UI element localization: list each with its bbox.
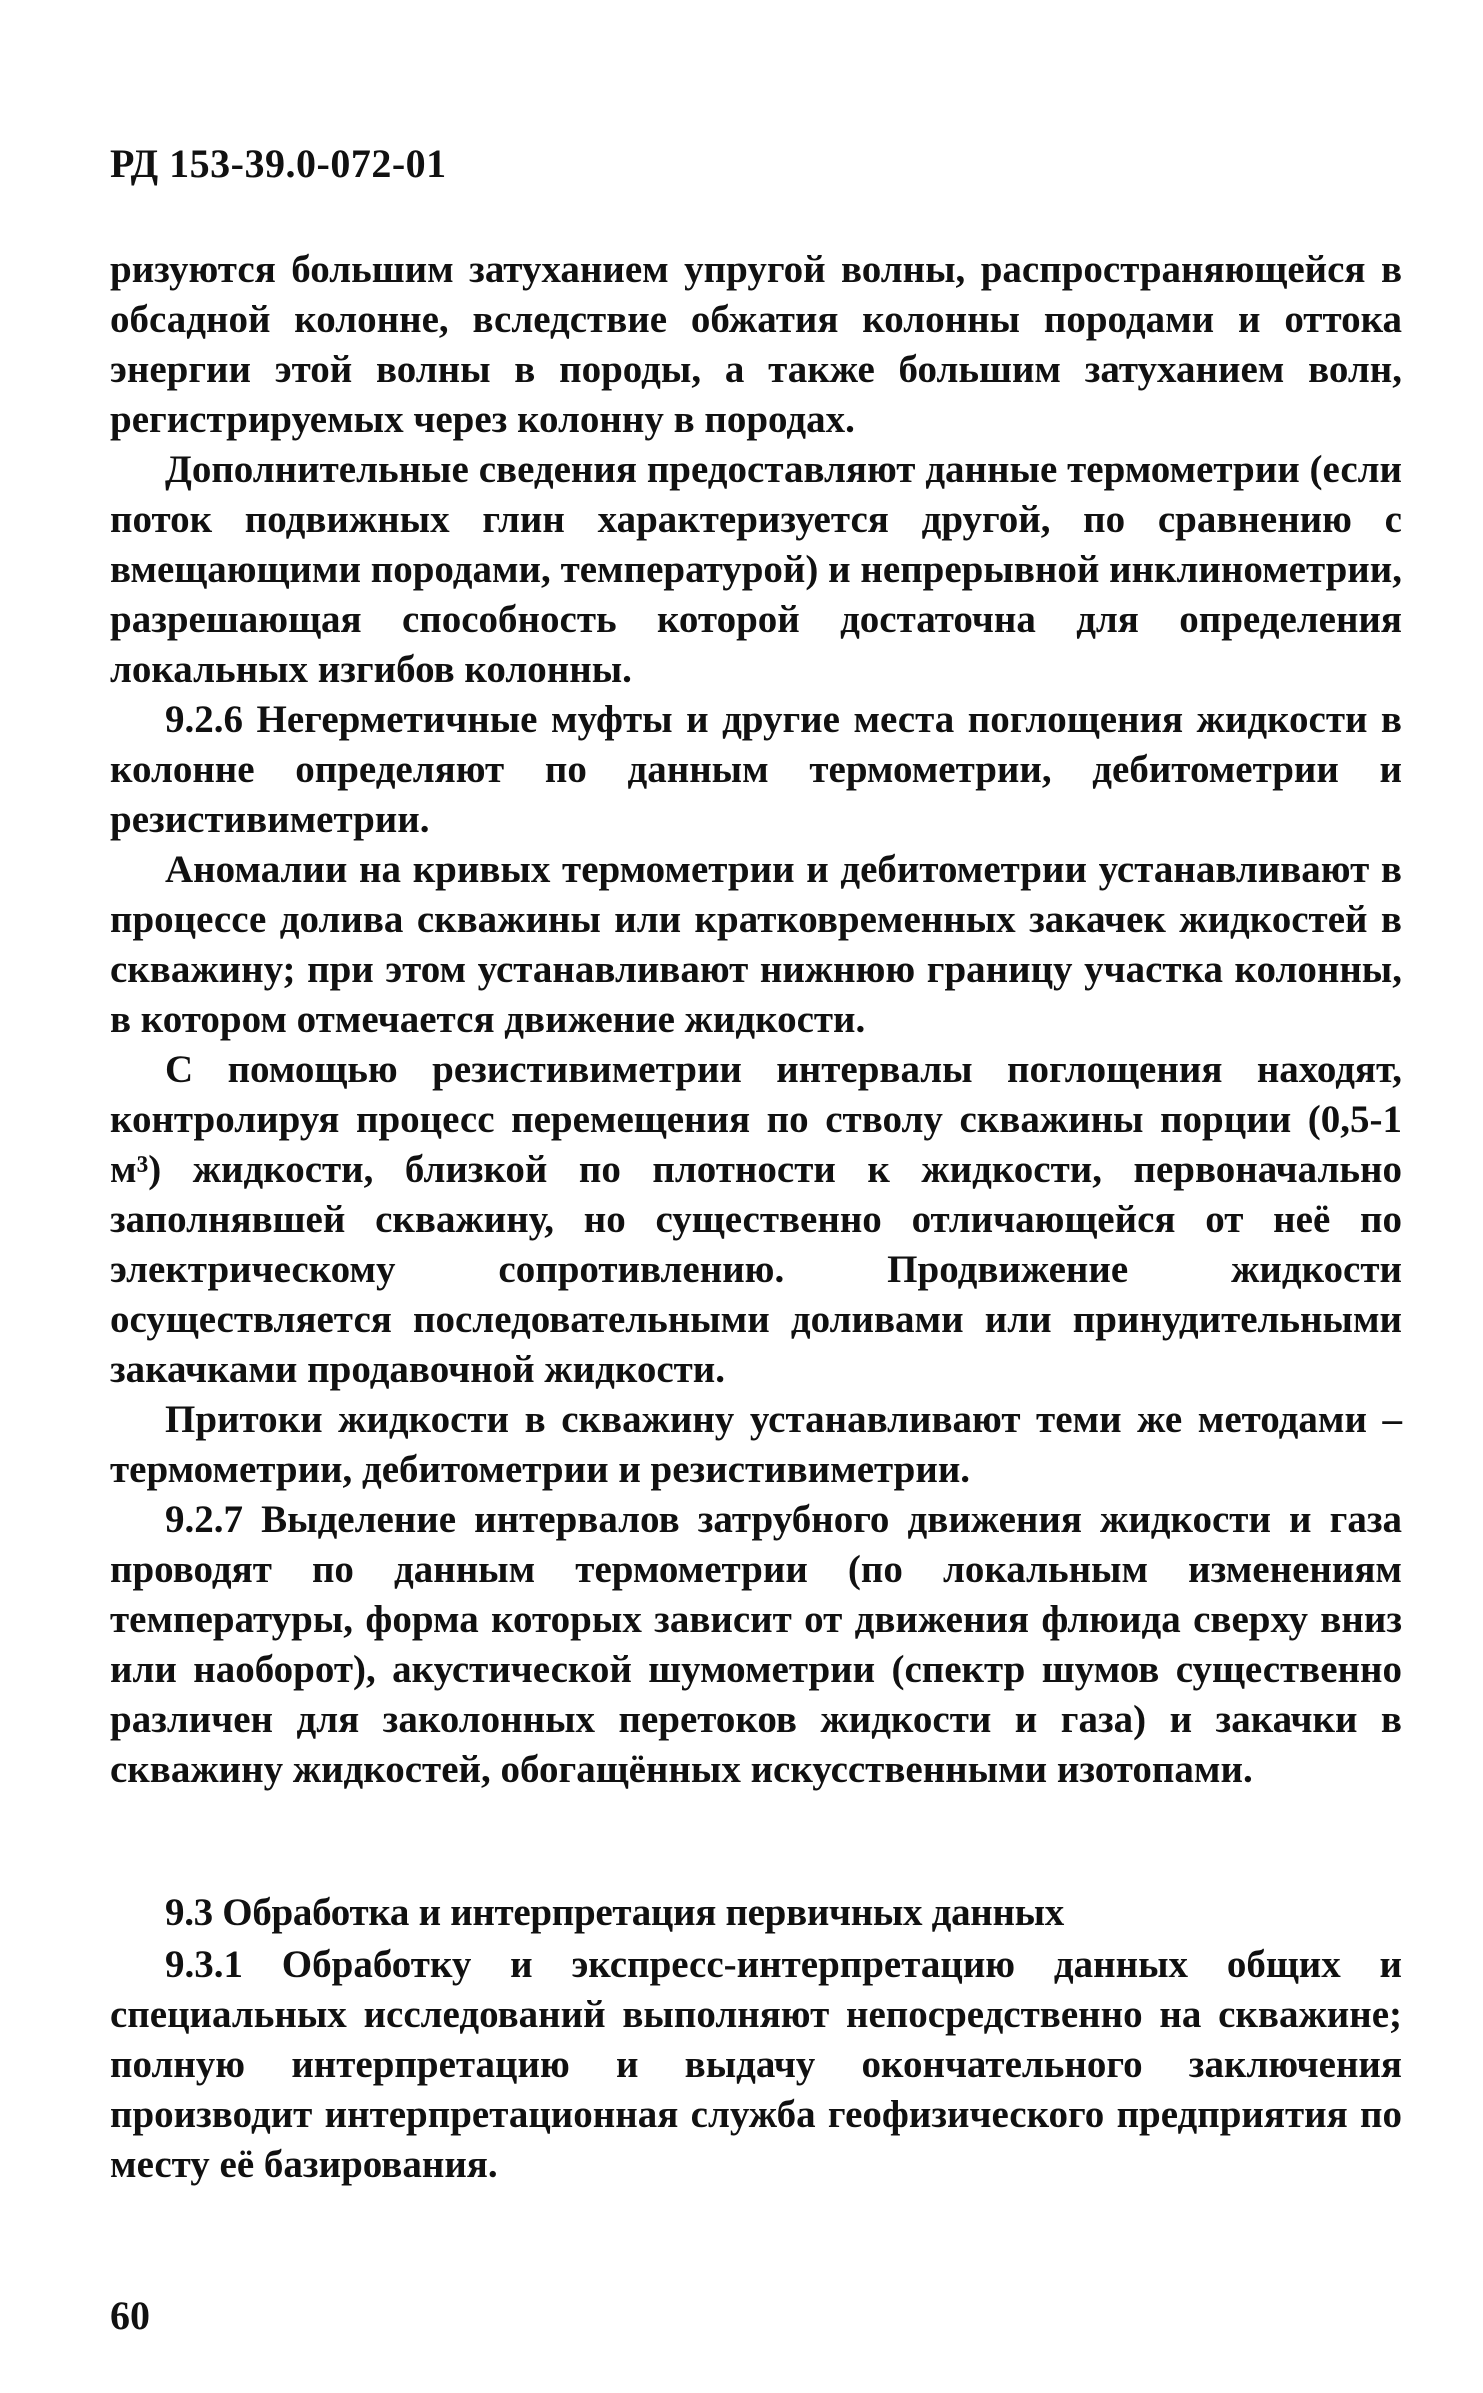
page-number: 60: [110, 2293, 150, 2338]
paragraph: С помощью резистивиметрии интервалы поглощения находят, контролируя процесс перемещения по стволу скважины порции (0,5-1 м³) жидкости, близкой по плотности к жидкости, первоначально заполнявшей скважину, но существенно отличающейся от неё по электрическому сопротивлению. Продвижение жидкости осуществляется последовательными доливами или принудительными закачками продавочной жидкости.: [110, 1048, 1402, 1391]
document-page: [110, 0, 1410, 2393]
paragraph: 9.2.7 Выделение интервалов затрубного движения жидкости и газа проводят по данным термометрии (по локальным изменениям температуры, форма которых зависит от движения флюида сверху вниз или наоборот), акустической шумометрии (спектр шумов существенно различен для заколонных перетоков жидкости и газа) и закачки в скважину жидкостей, обогащённых искусственными изотопами.: [110, 1498, 1402, 1791]
body-text: [110, 245, 1402, 1795]
paragraph: Притоки жидкости в скважину устанавливают теми же методами – термометрии, дебитометрии и резистивиметрии.: [110, 1398, 1402, 1491]
paragraph: 9.2.6 Негерметичные муфты и другие места поглощения жидкости в колонне определяют по данным термометрии, дебитометрии и резистивиметрии.: [110, 698, 1402, 841]
paragraph: Аномалии на кривых термометрии и дебитометрии устанавливают в процессе долива скважины или кратковременных закачек жидкостей в скважину; при этом устанавливают нижнюю границу участка колонны, в котором отмечается движение жидкости.: [110, 848, 1402, 1041]
paragraph: 9.3.1 Обработку и экспресс-интерпретацию данных общих и специальных исследований выполняют непосредственно на скважине; полную интерпретацию и выдачу окончательного заключения производит интерпретационная служба геофизического предприятия по месту её базирования.: [110, 1943, 1402, 2186]
paragraph: Дополнительные сведения предоставляют данные термометрии (если поток подвижных глин характеризуется другой, по сравнению с вмещающими породами, температурой) и непрерывной инклинометрии, разрешающая способность которой достаточна для определения локальных изгибов колонны.: [110, 448, 1402, 691]
document-code: РД 153-39.0-072-01: [110, 141, 447, 186]
paragraph: ризуются большим затуханием упругой волны, распространяющейся в обсадной колонне, вследствие обжатия колонны породами и оттока энергии этой волны в породы, а также большим затуханием волн, регистрируемых через колонну в породах.: [110, 248, 1402, 441]
section-heading: 9.3 Обработка и интерпретация первичных данных: [165, 1891, 1064, 1934]
section-body: [110, 1940, 1402, 2190]
